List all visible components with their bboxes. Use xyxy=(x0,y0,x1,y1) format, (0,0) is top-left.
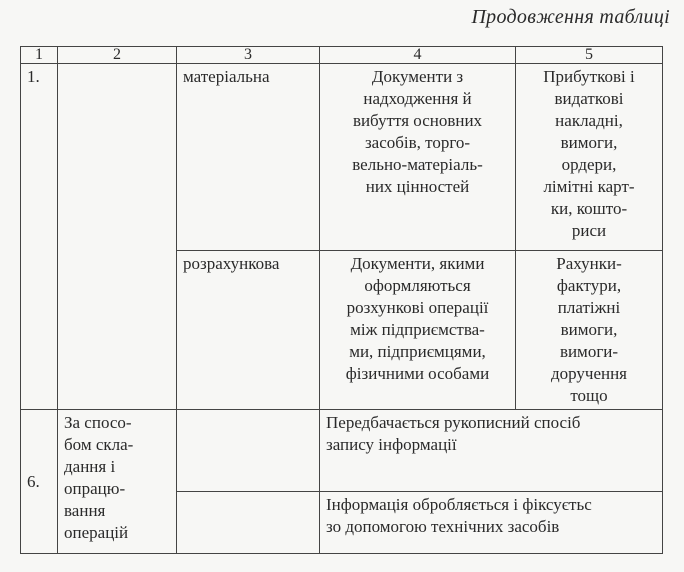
row-category-cell xyxy=(58,64,177,410)
table-row xyxy=(21,64,663,251)
table-continuation-caption: Продовження таблиці xyxy=(471,6,670,28)
forms-cell: Прибуткові і видаткові накладні, вимоги, ордери, лімітні карт- ки, кошто- риси xyxy=(516,64,663,251)
content-cell: Документи з надходження й вибуття основних засобів, торго- вельно-матеріаль- них цінностей xyxy=(320,64,516,251)
header-col-5: 5 xyxy=(516,47,663,64)
type-cell xyxy=(177,410,320,492)
forms-cell: Рахунки- фактури, платіжні вимоги, вимоги- доручення тощо xyxy=(516,251,663,410)
content-cell: Передбачається рукописний спосіб запису інформації xyxy=(320,410,663,492)
type-cell: матеріальна xyxy=(177,64,320,251)
document-classification-table xyxy=(20,46,663,554)
row-number: 1. xyxy=(21,64,58,410)
row-number: 6. xyxy=(21,410,58,554)
header-col-4: 4 xyxy=(320,47,516,64)
table-row xyxy=(21,410,663,492)
header-col-1: 1 xyxy=(21,47,58,64)
type-cell xyxy=(177,492,320,554)
content-cell: Інформація обробляється і фіксуєтьс зо допомогою технічних засобів xyxy=(320,492,663,554)
row-category-cell: За спосо- бом скла- дання і опрацю- вання операцій xyxy=(58,410,177,554)
content-cell: Документи, якими оформляються розхункові операції між підприємства- ми, підприємцями, фізичними особами xyxy=(320,251,516,410)
type-cell: розрахункова xyxy=(177,251,320,410)
header-col-2: 2 xyxy=(58,47,177,64)
header-col-3: 3 xyxy=(177,47,320,64)
table-header-row xyxy=(21,47,663,64)
